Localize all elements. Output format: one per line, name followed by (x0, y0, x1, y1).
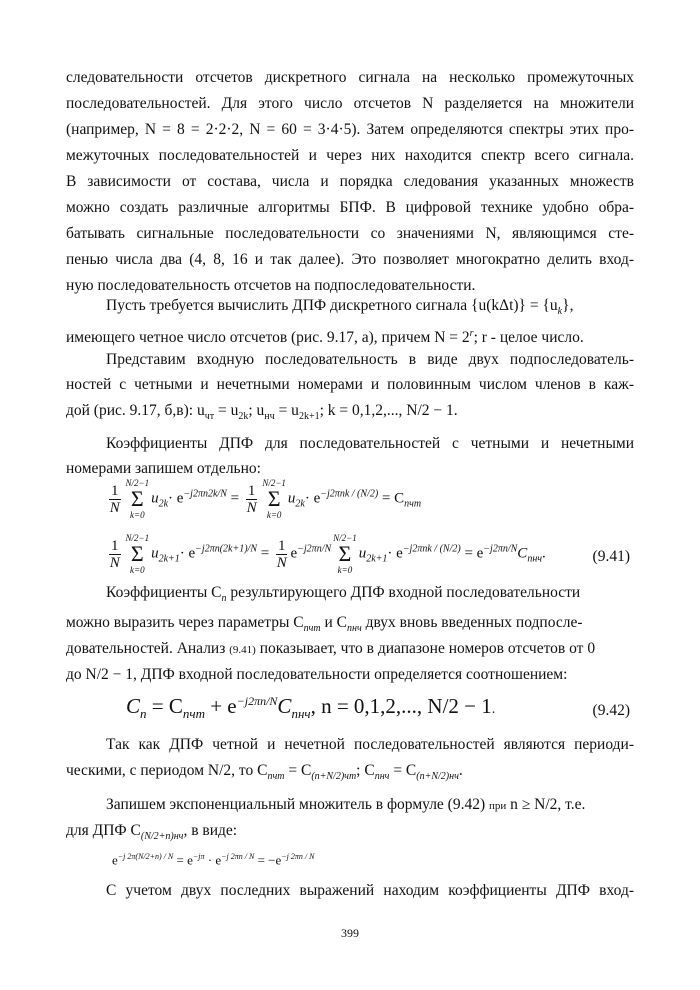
text-line-2: последовательностей. Для этого число отсчетов N разделяется на множители (66, 95, 634, 112)
p3-line-2: ностей с четными и нечетными номерами и половинным числом членов в каж- (66, 376, 634, 393)
p7-line-1: Запишем экспоненциальный множитель в формуле (9.42) при n ≥ N/2, т.е. (106, 796, 586, 813)
text-line-9: ную последовательность отсчетов на подпоследовательности. (66, 277, 476, 294)
text-line-4: межуточных последовательностей и через них находится спектр всего сигнала. (66, 147, 634, 164)
text-line-1: следовательности отсчетов дискретного сигнала на несколько промежуточных (66, 69, 634, 86)
equation-3: $C_n = C_{nчт} + e^{-j2\pi n/N}C_{nнч}$, n = 0,1,2,..., N/2 − 1. (126, 694, 496, 722)
p2-line-1: Пусть требуется вычислить ДПФ дискретного сигнала $\{u(k\Delta t)\} = \{u_k\}$, (106, 297, 574, 318)
equation-2: $\frac{1}{N}$ N/2−1 Σ k=0 $u_{2k+1}\cdot e^{-j2\pi n(2k+1)/N}$ = $\frac{1}{N}$ $e^{-j2\pi n/N}$ N/2−1 Σ k=0 $u_{2k+1}\cdot e^{-j2\pi nk / (N/2)} = e^{-j2\pi n/N}C_{nнч}$. (109, 533, 546, 575)
text-line-8: пенью числа два (4, 8, 16 и так далее). Это позволяет многократно делить вход- (66, 251, 634, 268)
p3-line-3: дой (рис. 9.17, б,в): $u_{чт} = u_{2k}$; $u_{нч} = u_{2k+1}$; k = 0,1,2,..., N/2 − 1. (66, 402, 458, 423)
equation-1: $\frac{1}{N}$ N/2−1 Σ k=0 $u_{2k}\cdot e^{-j2\pi n2k/N}$ = $\frac{1}{N}$ N/2−1 Σ k=0 $u_{2k}\cdot e^{-j2\pi nk / (N/2)} = C_{nчт}$ (109, 478, 422, 520)
p2-line-2: имеющего четное число отсчетов (рис. 9.17, а), причем $N = 2^r$; r - целое число. (66, 328, 584, 347)
p5-line-1: Коэффициенты $C_n$ результирующего ДПФ входной последовательности (106, 584, 581, 605)
text-line-3: (например, N = 8 = 2·2·2, N = 60 = 3·4·5). Затем определяются спектры этих про- (66, 121, 634, 138)
p7-line-2: для ДПФ $C_{(N/2+n)нч}$, в виде: (66, 822, 238, 843)
p5-line-2: можно выразить через параметры $C_{nчт}$ и $C_{nнч}$ двух вновь введенных подпосле- (66, 614, 583, 635)
text-line-5: В зависимости от состава, числа и порядка следования указанных множеств (66, 173, 634, 190)
p5-line-3: довательностей. Анализ (9.41) показывает, что в диапазоне номеров отсчетов от 0 (66, 640, 596, 657)
text-line-6: можно создать различные алгоритмы БПФ. В цифровой технике удобно обра- (66, 199, 634, 216)
p6-line-1: Так как ДПФ четной и нечетной последовательностей являются периоди- (106, 736, 634, 753)
text-line-7: батывать сигнальные последовательности со значениями N, являющимся сте- (66, 225, 634, 242)
equation-4: $e^{-j 2\pi(N/2+n) / N} = e^{-j\pi} \cdot e^{-j 2\pi n / N} = -e^{-j 2\pi n / N}$ (112, 852, 315, 868)
equation-number-9-41: (9.41) (592, 548, 630, 565)
p6-line-2: ческими, с периодом N/2, то $C_{nчт} = C_{(n+N/2)чт}$; $C_{nнч} = C_{(n+N/2)нч}$. (66, 762, 463, 783)
p3-line-1: Представим входную последовательность в виде двух подпоследователь- (106, 351, 634, 368)
p4-line-2: номерами запишем отдельно: (66, 460, 261, 477)
text-line-last: С учетом двух последних выражений находим коэффициенты ДПФ вход- (106, 882, 634, 899)
p5-line-4: до N/2 − 1, ДПФ входной последовательности определяется соотношением: (66, 666, 568, 683)
page-number: 399 (341, 926, 359, 940)
equation-number-9-42: (9.42) (592, 702, 630, 719)
p4-line-1: Коэффициенты ДПФ для последовательностей с четными и нечетными (106, 435, 634, 452)
